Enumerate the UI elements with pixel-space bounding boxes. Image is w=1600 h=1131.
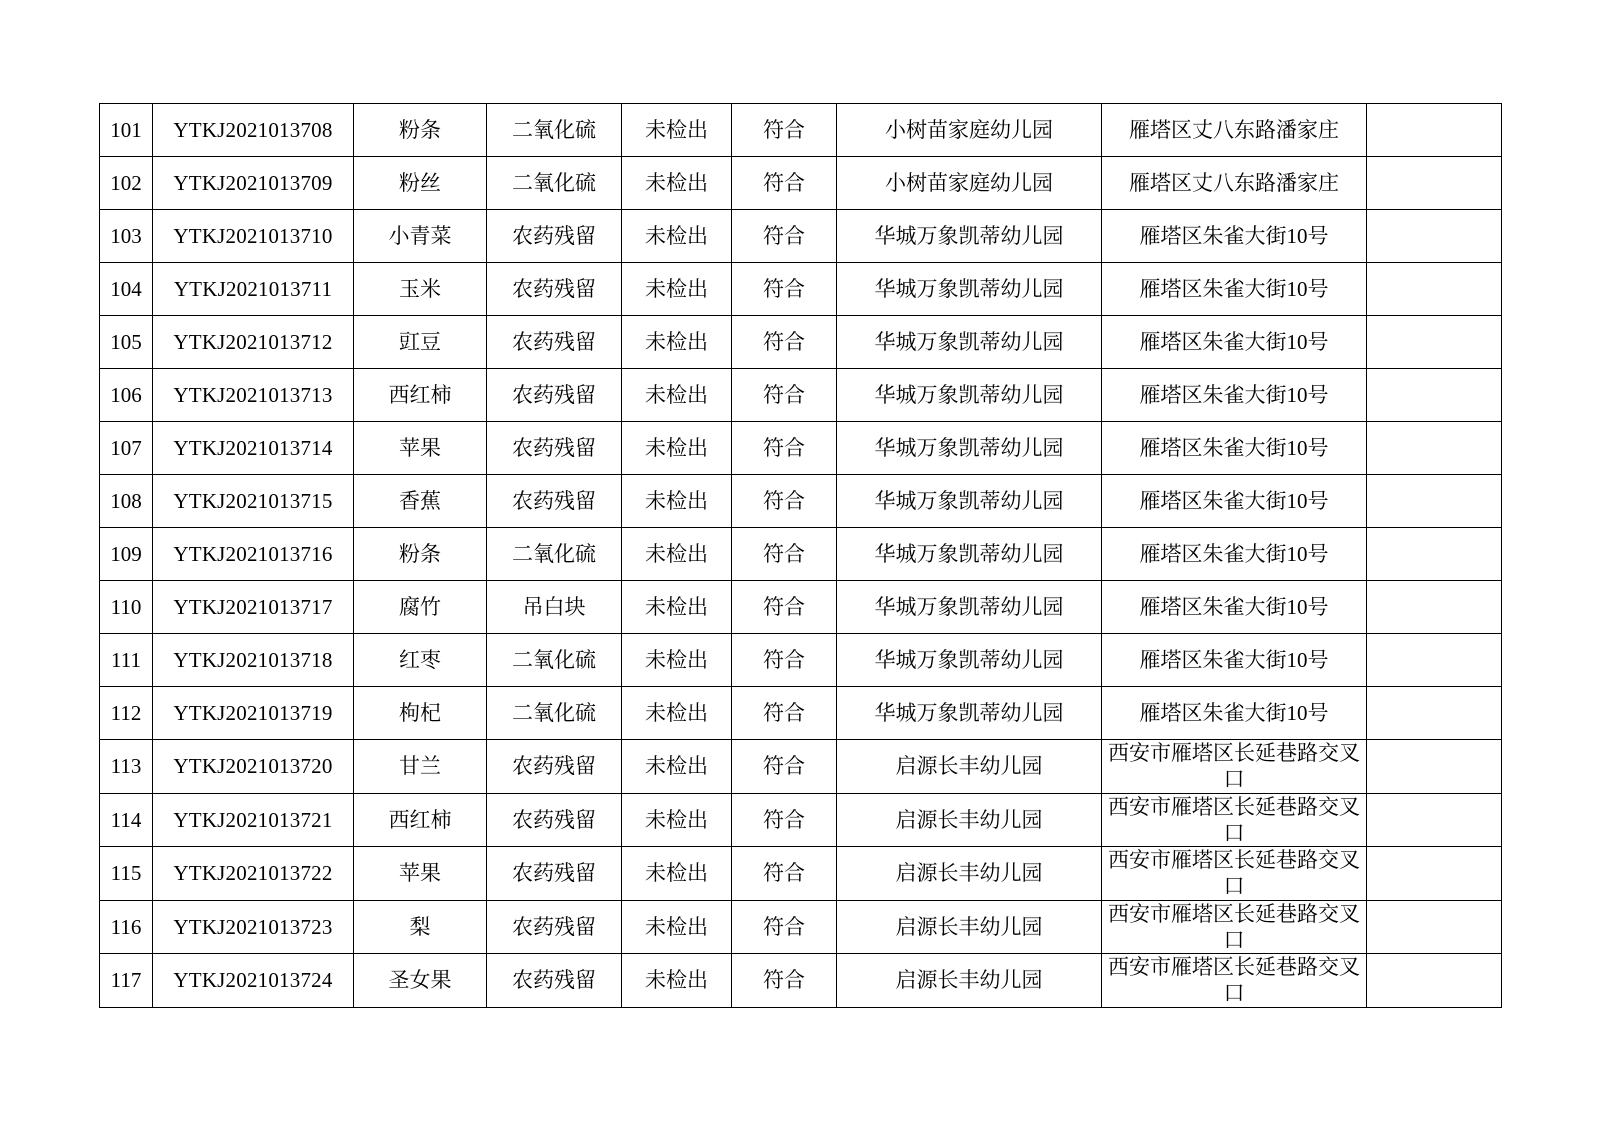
cell-sample: 小青菜 (354, 210, 487, 263)
cell-item: 农药残留 (487, 900, 622, 954)
cell-address: 雁塔区朱雀大街10号 (1102, 263, 1367, 316)
cell-sample: 苹果 (354, 847, 487, 901)
cell-result: 未检出 (622, 687, 732, 740)
cell-result: 未检出 (622, 581, 732, 634)
cell-code: YTKJ2021013709 (153, 157, 354, 210)
cell-unit: 华城万象凯蒂幼儿园 (837, 422, 1102, 475)
results-table-container (99, 103, 1501, 1008)
cell-sample: 粉丝 (354, 157, 487, 210)
cell-remark (1367, 687, 1502, 740)
cell-no: 108 (100, 475, 153, 528)
cell-item: 吊白块 (487, 581, 622, 634)
cell-no: 114 (100, 793, 153, 847)
cell-unit: 华城万象凯蒂幼儿园 (837, 581, 1102, 634)
cell-unit: 启源长丰幼儿园 (837, 954, 1102, 1008)
cell-item: 二氧化硫 (487, 157, 622, 210)
cell-conclusion: 符合 (732, 581, 837, 634)
cell-result: 未检出 (622, 369, 732, 422)
cell-code: YTKJ2021013708 (153, 104, 354, 157)
cell-sample: 香蕉 (354, 475, 487, 528)
cell-no: 109 (100, 528, 153, 581)
cell-address: 西安市雁塔区长延巷路交叉口 (1102, 954, 1367, 1008)
table-row (100, 687, 1502, 740)
table-row (100, 793, 1502, 847)
cell-conclusion: 符合 (732, 263, 837, 316)
cell-address: 雁塔区朱雀大街10号 (1102, 210, 1367, 263)
table-row (100, 422, 1502, 475)
cell-remark (1367, 422, 1502, 475)
cell-conclusion: 符合 (732, 740, 837, 794)
cell-address: 西安市雁塔区长延巷路交叉口 (1102, 793, 1367, 847)
cell-item: 农药残留 (487, 263, 622, 316)
cell-remark (1367, 740, 1502, 794)
cell-sample: 粉条 (354, 528, 487, 581)
cell-code: YTKJ2021013711 (153, 263, 354, 316)
cell-item: 二氧化硫 (487, 687, 622, 740)
cell-unit: 启源长丰幼儿园 (837, 793, 1102, 847)
cell-remark (1367, 210, 1502, 263)
cell-unit: 华城万象凯蒂幼儿园 (837, 369, 1102, 422)
cell-sample: 粉条 (354, 104, 487, 157)
cell-remark (1367, 475, 1502, 528)
cell-no: 101 (100, 104, 153, 157)
cell-remark (1367, 157, 1502, 210)
cell-unit: 华城万象凯蒂幼儿园 (837, 475, 1102, 528)
cell-item: 二氧化硫 (487, 528, 622, 581)
cell-item: 农药残留 (487, 847, 622, 901)
cell-unit: 启源长丰幼儿园 (837, 900, 1102, 954)
cell-no: 106 (100, 369, 153, 422)
cell-code: YTKJ2021013713 (153, 369, 354, 422)
cell-address: 西安市雁塔区长延巷路交叉口 (1102, 847, 1367, 901)
cell-remark (1367, 369, 1502, 422)
cell-remark (1367, 847, 1502, 901)
cell-item: 农药残留 (487, 422, 622, 475)
cell-code: YTKJ2021013715 (153, 475, 354, 528)
cell-address: 雁塔区丈八东路潘家庄 (1102, 157, 1367, 210)
cell-sample: 梨 (354, 900, 487, 954)
cell-conclusion: 符合 (732, 475, 837, 528)
cell-sample: 甘兰 (354, 740, 487, 794)
cell-address: 雁塔区朱雀大街10号 (1102, 316, 1367, 369)
cell-remark (1367, 954, 1502, 1008)
cell-unit: 华城万象凯蒂幼儿园 (837, 634, 1102, 687)
cell-address: 西安市雁塔区长延巷路交叉口 (1102, 900, 1367, 954)
cell-no: 104 (100, 263, 153, 316)
cell-no: 107 (100, 422, 153, 475)
table-row (100, 740, 1502, 794)
cell-result: 未检出 (622, 740, 732, 794)
cell-no: 103 (100, 210, 153, 263)
cell-conclusion: 符合 (732, 847, 837, 901)
table-row (100, 847, 1502, 901)
table-row (100, 634, 1502, 687)
results-table (99, 103, 1502, 1008)
cell-conclusion: 符合 (732, 422, 837, 475)
cell-result: 未检出 (622, 316, 732, 369)
cell-remark (1367, 581, 1502, 634)
cell-conclusion: 符合 (732, 369, 837, 422)
cell-unit: 华城万象凯蒂幼儿园 (837, 316, 1102, 369)
cell-conclusion: 符合 (732, 634, 837, 687)
cell-sample: 西红柿 (354, 793, 487, 847)
results-table-body (100, 104, 1502, 1008)
cell-item: 农药残留 (487, 316, 622, 369)
table-row (100, 475, 1502, 528)
cell-code: YTKJ2021013717 (153, 581, 354, 634)
cell-sample: 腐竹 (354, 581, 487, 634)
table-row (100, 210, 1502, 263)
cell-conclusion: 符合 (732, 954, 837, 1008)
cell-result: 未检出 (622, 263, 732, 316)
cell-result: 未检出 (622, 634, 732, 687)
cell-sample: 豇豆 (354, 316, 487, 369)
cell-address: 雁塔区朱雀大街10号 (1102, 422, 1367, 475)
cell-result: 未检出 (622, 528, 732, 581)
cell-item: 农药残留 (487, 793, 622, 847)
cell-sample: 西红柿 (354, 369, 487, 422)
cell-conclusion: 符合 (732, 210, 837, 263)
cell-code: YTKJ2021013724 (153, 954, 354, 1008)
cell-address: 雁塔区朱雀大街10号 (1102, 369, 1367, 422)
table-row (100, 316, 1502, 369)
cell-no: 102 (100, 157, 153, 210)
cell-result: 未检出 (622, 900, 732, 954)
cell-no: 110 (100, 581, 153, 634)
cell-code: YTKJ2021013723 (153, 900, 354, 954)
table-row (100, 900, 1502, 954)
cell-conclusion: 符合 (732, 157, 837, 210)
cell-address: 雁塔区朱雀大街10号 (1102, 634, 1367, 687)
cell-remark (1367, 634, 1502, 687)
cell-result: 未检出 (622, 954, 732, 1008)
cell-address: 西安市雁塔区长延巷路交叉口 (1102, 740, 1367, 794)
cell-conclusion: 符合 (732, 900, 837, 954)
cell-item: 二氧化硫 (487, 634, 622, 687)
cell-conclusion: 符合 (732, 687, 837, 740)
cell-code: YTKJ2021013720 (153, 740, 354, 794)
cell-result: 未检出 (622, 210, 732, 263)
cell-code: YTKJ2021013716 (153, 528, 354, 581)
cell-no: 112 (100, 687, 153, 740)
cell-item: 农药残留 (487, 475, 622, 528)
cell-unit: 启源长丰幼儿园 (837, 740, 1102, 794)
cell-no: 117 (100, 954, 153, 1008)
cell-address: 雁塔区朱雀大街10号 (1102, 475, 1367, 528)
table-row (100, 157, 1502, 210)
cell-unit: 启源长丰幼儿园 (837, 847, 1102, 901)
cell-conclusion: 符合 (732, 104, 837, 157)
cell-conclusion: 符合 (732, 528, 837, 581)
cell-result: 未检出 (622, 157, 732, 210)
cell-remark (1367, 528, 1502, 581)
cell-unit: 小树苗家庭幼儿园 (837, 104, 1102, 157)
table-row (100, 263, 1502, 316)
cell-remark (1367, 793, 1502, 847)
cell-remark (1367, 104, 1502, 157)
cell-sample: 圣女果 (354, 954, 487, 1008)
table-row (100, 104, 1502, 157)
cell-result: 未检出 (622, 104, 732, 157)
cell-item: 农药残留 (487, 954, 622, 1008)
cell-no: 105 (100, 316, 153, 369)
table-row (100, 581, 1502, 634)
cell-unit: 小树苗家庭幼儿园 (837, 157, 1102, 210)
table-row (100, 528, 1502, 581)
cell-result: 未检出 (622, 847, 732, 901)
cell-address: 雁塔区丈八东路潘家庄 (1102, 104, 1367, 157)
cell-sample: 玉米 (354, 263, 487, 316)
cell-no: 113 (100, 740, 153, 794)
cell-remark (1367, 900, 1502, 954)
cell-unit: 华城万象凯蒂幼儿园 (837, 263, 1102, 316)
cell-item: 农药残留 (487, 210, 622, 263)
cell-conclusion: 符合 (732, 793, 837, 847)
cell-no: 116 (100, 900, 153, 954)
cell-conclusion: 符合 (732, 316, 837, 369)
cell-address: 雁塔区朱雀大街10号 (1102, 581, 1367, 634)
cell-result: 未检出 (622, 793, 732, 847)
cell-unit: 华城万象凯蒂幼儿园 (837, 528, 1102, 581)
cell-sample: 枸杞 (354, 687, 487, 740)
cell-code: YTKJ2021013714 (153, 422, 354, 475)
cell-item: 二氧化硫 (487, 104, 622, 157)
cell-code: YTKJ2021013721 (153, 793, 354, 847)
cell-unit: 华城万象凯蒂幼儿园 (837, 210, 1102, 263)
cell-sample: 红枣 (354, 634, 487, 687)
cell-remark (1367, 316, 1502, 369)
cell-result: 未检出 (622, 475, 732, 528)
cell-code: YTKJ2021013710 (153, 210, 354, 263)
cell-sample: 苹果 (354, 422, 487, 475)
table-row (100, 954, 1502, 1008)
cell-address: 雁塔区朱雀大街10号 (1102, 687, 1367, 740)
cell-no: 115 (100, 847, 153, 901)
cell-unit: 华城万象凯蒂幼儿园 (837, 687, 1102, 740)
cell-address: 雁塔区朱雀大街10号 (1102, 528, 1367, 581)
cell-code: YTKJ2021013718 (153, 634, 354, 687)
cell-item: 农药残留 (487, 740, 622, 794)
cell-item: 农药残留 (487, 369, 622, 422)
cell-no: 111 (100, 634, 153, 687)
cell-remark (1367, 263, 1502, 316)
cell-code: YTKJ2021013722 (153, 847, 354, 901)
table-row (100, 369, 1502, 422)
cell-code: YTKJ2021013719 (153, 687, 354, 740)
cell-code: YTKJ2021013712 (153, 316, 354, 369)
cell-result: 未检出 (622, 422, 732, 475)
